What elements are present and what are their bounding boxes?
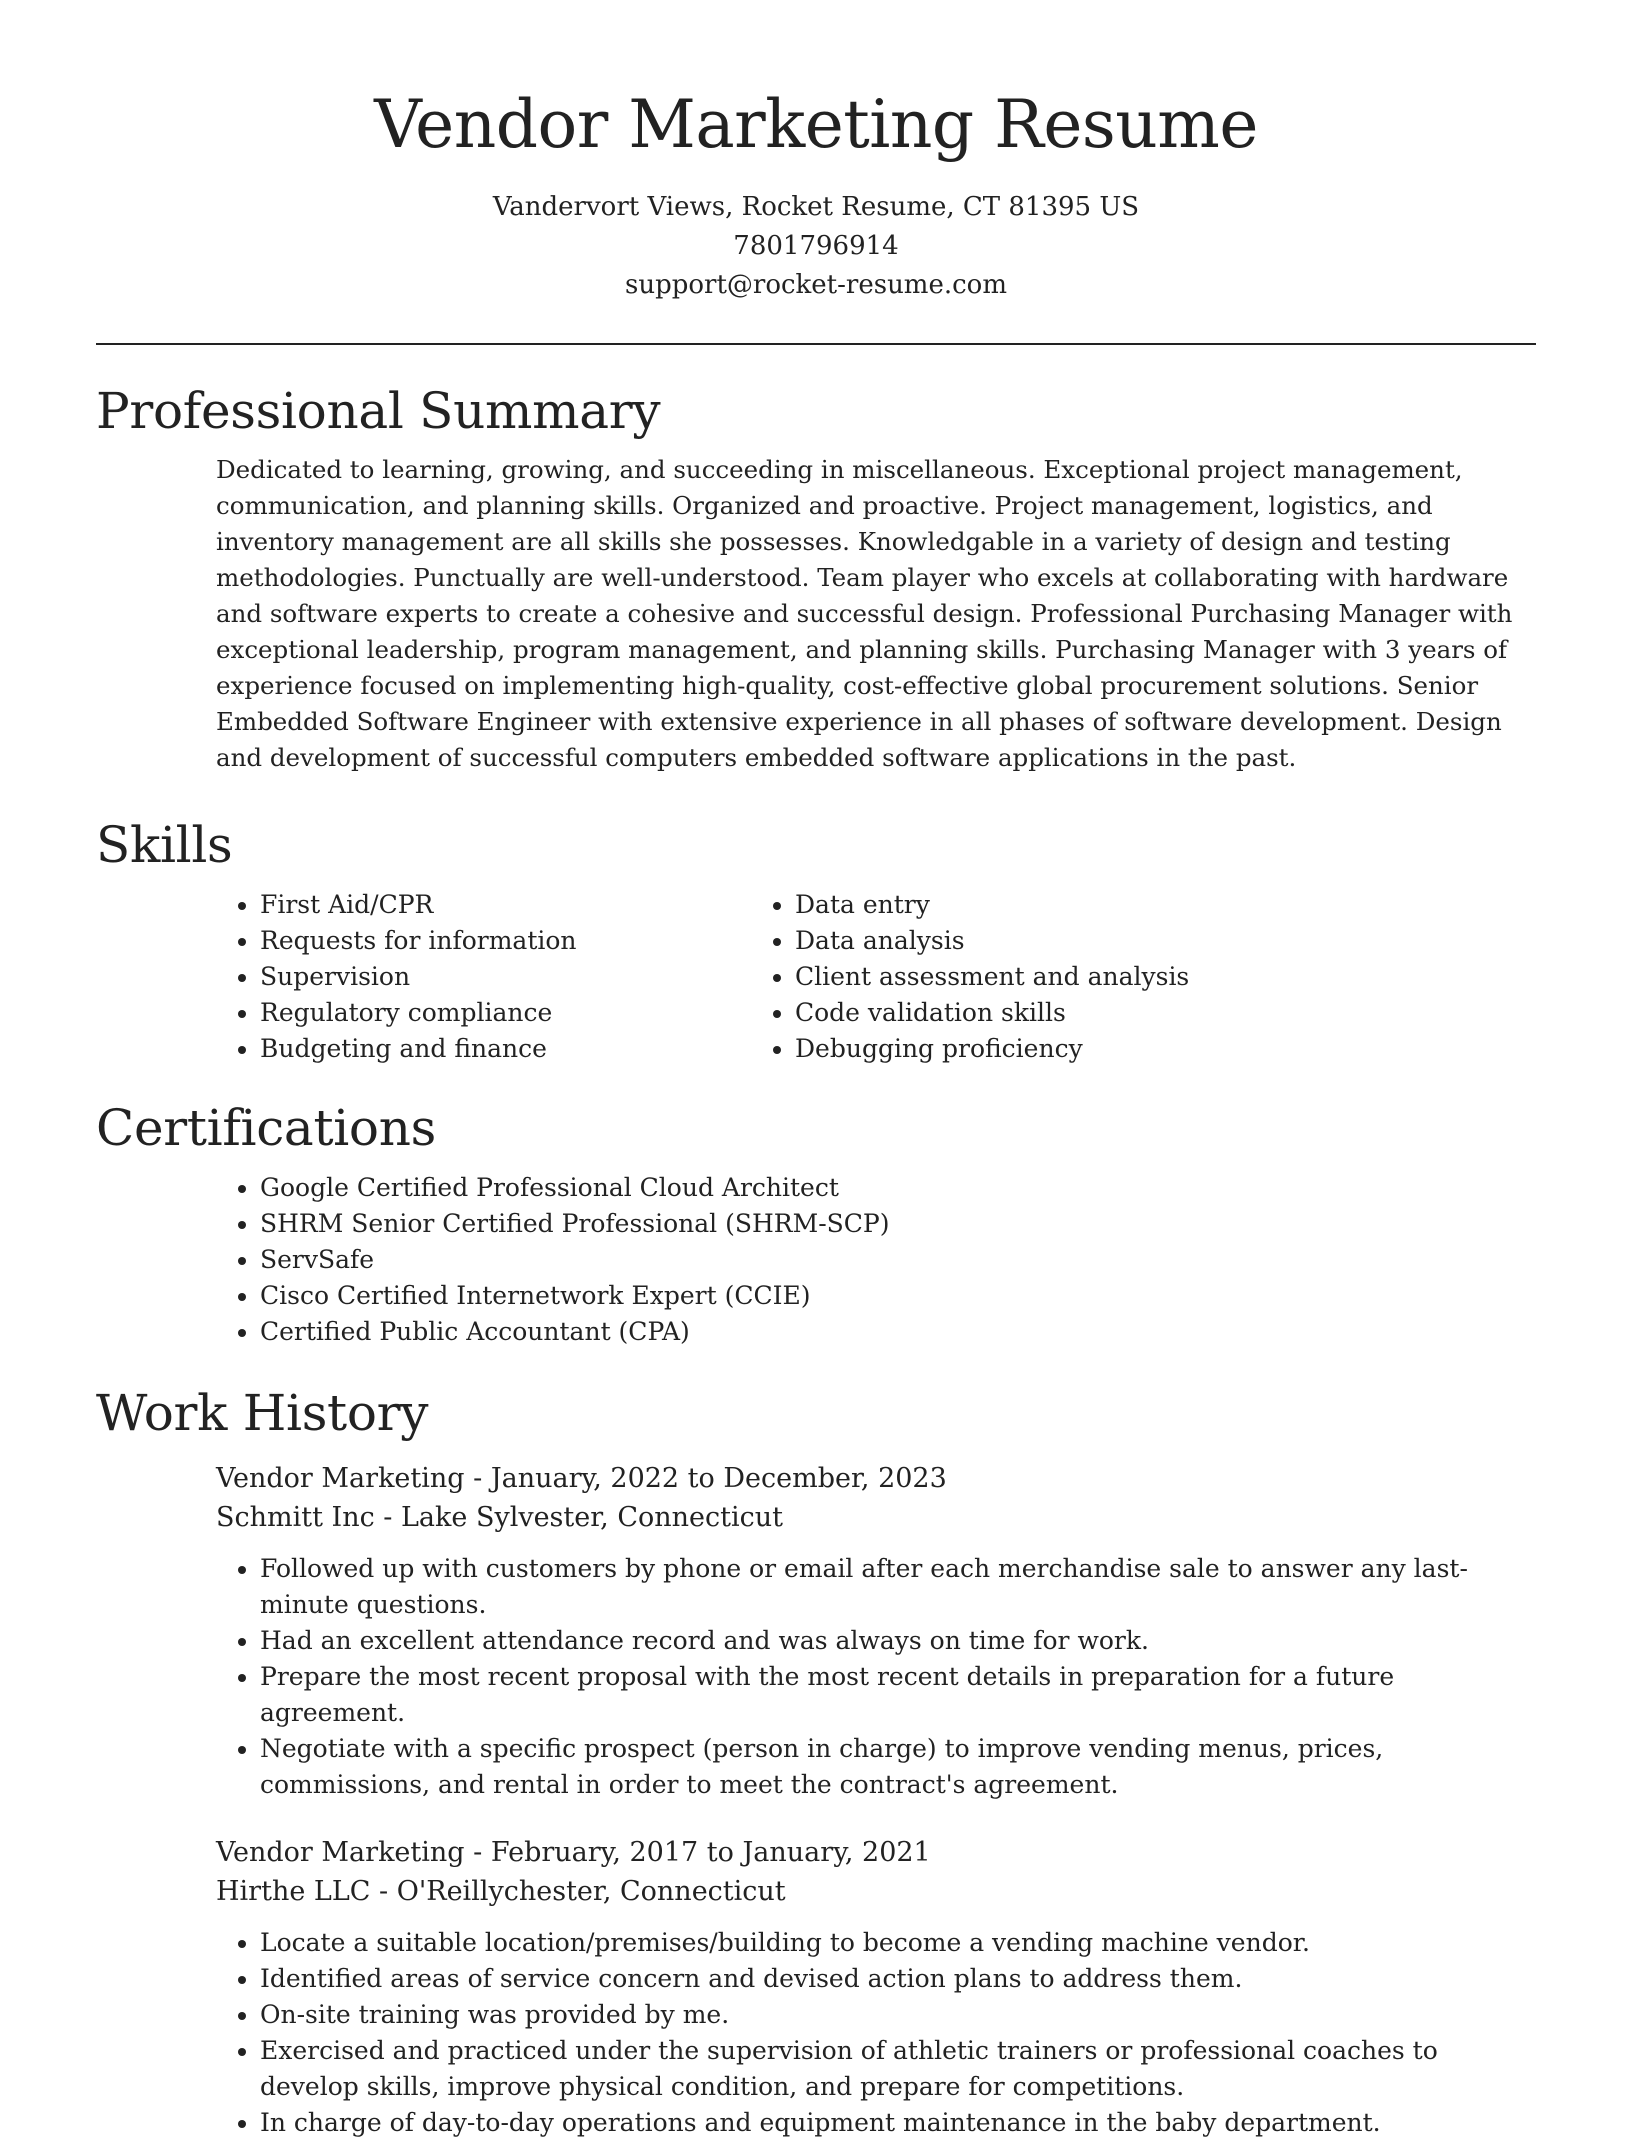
job-bullets	[216, 1551, 1536, 1803]
job-company-location: Schmitt Inc - Lake Sylvester, Connecticut	[216, 1502, 783, 1533]
job-title-dates: Vendor Marketing - February, 2017 to January, 2021	[216, 1837, 931, 1868]
email: support@rocket-resume.com	[624, 270, 1007, 300]
certification-item: • ServSafe	[260, 1242, 1536, 1278]
job-bullet: • Identified areas of service concern and devised action plans to address them.	[260, 1961, 1536, 1997]
certifications-section	[96, 1098, 1536, 1350]
job-bullet: • On-site training was provided by me.	[260, 1997, 1536, 2033]
job-entry	[216, 1833, 1536, 2141]
job-bullet: • Prepare the most recent proposal with the most recent details in preparation for a future agreement.	[260, 1659, 1536, 1731]
job-bullet: • Negotiate with a specific prospect (person in charge) to improve vending menus, prices, commissions, and rental in order to meet the contract's agreement.	[260, 1731, 1536, 1803]
summary-section	[96, 381, 1536, 776]
skill-item: • Regulatory compliance	[260, 995, 745, 1031]
summary-text: Dedicated to learning, growing, and succeeding in miscellaneous. Exceptional project management, communication, and planning skills. Organized and proactive. Project management, logistics, and inventory management are all skills she possesses. Knowledgable in a variety of design and testing methodologies. Punctually are well-understood. Team player who excels at collaborating with hardware and software experts to create a cohesive and successful design. Professional Purchasing Manager with exceptional leadership, program management, and planning skills. Purchasing Manager with 3 years of experience focused on implementing high-quality, cost-effective global procurement solutions. Senior Embedded Software Engineer with extensive experience in all phases of software development. Design and development of successful computers embedded software applications in the past.	[216, 455, 1513, 772]
skill-item: • Code validation skills	[795, 995, 1189, 1031]
job-bullet: • Locate a suitable location/premises/building to become a vending machine vendor.	[260, 1925, 1536, 1961]
skill-item: • Debugging proficiency	[795, 1031, 1189, 1067]
job-bullet: • In charge of day-to-day operations and equipment maintenance in the baby department.	[260, 2105, 1536, 2141]
phone: 7801796914	[733, 231, 899, 261]
summary-heading: Professional Summary	[96, 382, 661, 440]
skills-grid	[96, 875, 1536, 1067]
work-history-heading: Work History	[96, 1384, 429, 1442]
skill-item: • Budgeting and finance	[260, 1031, 745, 1067]
skills-list-right	[745, 887, 1189, 1067]
job-bullet: • Followed up with customers by phone or email after each merchandise sale to answer any last-minute questions.	[260, 1551, 1536, 1623]
skill-item: • Client assessment and analysis	[795, 959, 1189, 995]
header-divider	[96, 343, 1536, 345]
certification-item: • Certified Public Accountant (CPA)	[260, 1314, 1536, 1350]
job-bullet: • Had an excellent attendance record and was always on time for work.	[260, 1623, 1536, 1659]
certifications-list	[96, 1170, 1536, 1350]
work-history-section	[96, 1383, 1536, 2141]
job-company-location: Hirthe LLC - O'Reillychester, Connecticut	[216, 1876, 786, 1907]
skills-heading: Skills	[96, 816, 233, 874]
skill-item: • Supervision	[260, 959, 745, 995]
address: Vandervort Views, Rocket Resume, CT 81395 US	[492, 192, 1140, 222]
certifications-heading: Certifications	[96, 1099, 436, 1157]
skills-section	[96, 815, 1536, 1067]
resume-title: Vendor Marketing Resume	[374, 86, 1258, 163]
skill-item: • Requests for information	[260, 923, 745, 959]
skills-list-left	[96, 887, 745, 1067]
job-bullet: • Exercised and practiced under the supervision of athletic trainers or professional coaches to develop skills, improve physical condition, and prepare for competitions.	[260, 2033, 1536, 2105]
skill-item: • Data analysis	[795, 923, 1189, 959]
skill-item: • Data entry	[795, 887, 1189, 923]
job-bullets	[216, 1925, 1536, 2141]
job-title-dates: Vendor Marketing - January, 2022 to December, 2023	[216, 1463, 947, 1494]
job-entry	[216, 1459, 1536, 1803]
certification-item: • Google Certified Professional Cloud Architect	[260, 1170, 1536, 1206]
resume-header	[0, 0, 1632, 305]
certification-item: • SHRM Senior Certified Professional (SHRM-SCP)	[260, 1206, 1536, 1242]
skill-item: • First Aid/CPR	[260, 887, 745, 923]
certification-item: • Cisco Certified Internetwork Expert (CCIE)	[260, 1278, 1536, 1314]
